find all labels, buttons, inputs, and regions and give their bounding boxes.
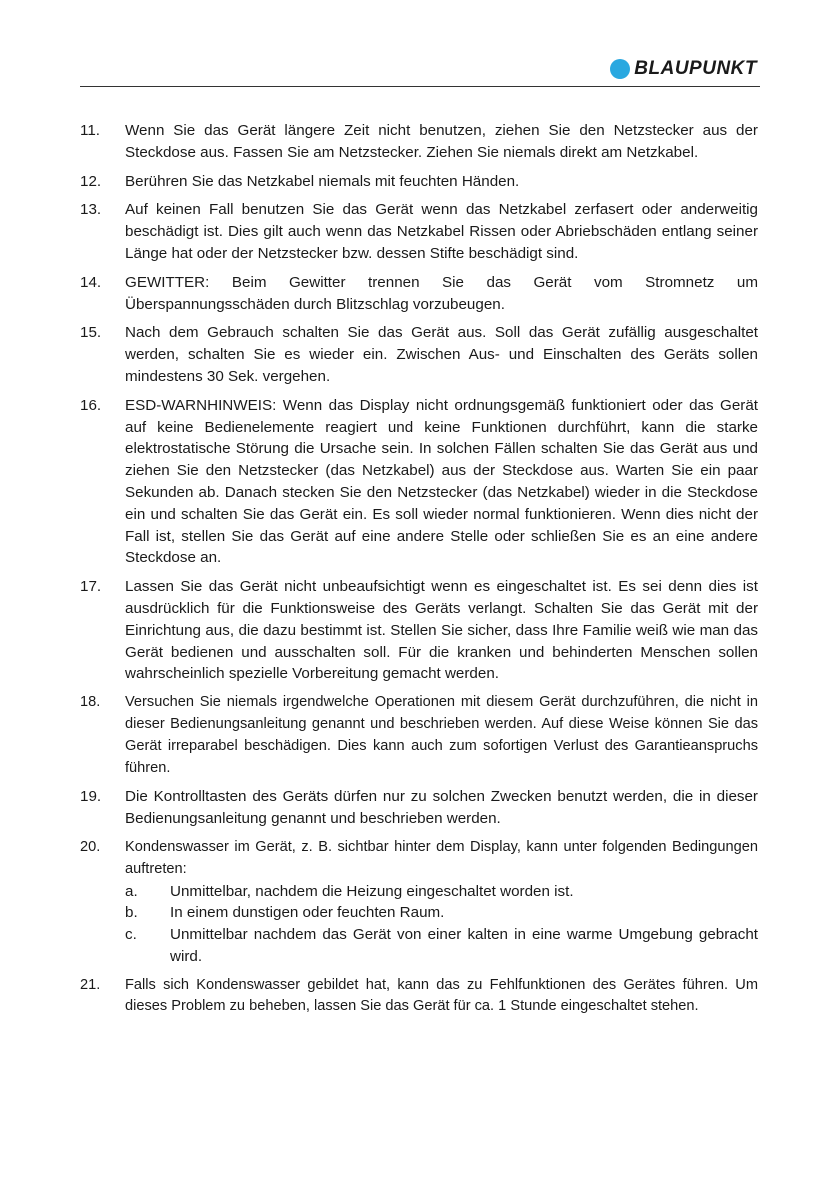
- list-item: [80, 837, 758, 968]
- item-text: GEWITTER: Beim Gewitter trennen Sie das Gerät vom Stromnetz um Überspannungsschäden durch Blitzschlag vorzubeugen.: [125, 273, 758, 313]
- list-item: [80, 975, 758, 1019]
- item-number: 12.: [80, 172, 102, 190]
- brand-logo: [610, 58, 757, 80]
- item-text: Versuchen Sie niemals irgendwelche Operationen mit diesem Gerät durchzuführen, die nicht in dieser Bedienungsanleitung genannt und beschrieben werden. Auf diese Weise können Sie das Gerät irreparabel beschädigen. Dies kann auch zum sofortigen Verlust des Garantieanspruchs führen.: [125, 694, 758, 776]
- item-number: 21.: [80, 976, 101, 993]
- item-text: Nach dem Gebrauch schalten Sie das Gerät aus. Soll das Gerät zufällig ausgeschaltet werden, schalten Sie es wieder ein. Zwischen Aus- und Einschalten des Geräts sollen mindestens 30 Sek. vergehen.: [125, 324, 758, 385]
- item-text: Die Kontrolltasten des Geräts dürfen nur zu solchen Zwecken benutzt werden, die in dieser Bedienungsanleitung genannt und beschrieben werden.: [125, 788, 758, 828]
- list-item: [80, 692, 758, 779]
- item-text: ESD-WARNHINWEIS: Wenn das Display nicht ordnungsgemäß funktioniert oder das Gerät auf keine Bedienelemente reagiert und keine Funktionen durchführt, kann die starke elektrostatische Störung die Ursache sein. In solchen Fällen schalten Sie das Gerät aus und ziehen Sie den Netzstecker (das Netzkabel) aus der Steckdose aus. Warten Sie ein paar Sekunden ab. Danach stecken Sie den Netzstecker (das Netzkabel) wieder in die Steckdose ein und schalten Sie das Gerät ein. Es soll wieder normal funktionieren. Wenn dies nicht der Fall ist, stellen Sie das Gerät auf eine andere Stelle oder schließen Sie es an eine andere Steckdose an.: [125, 396, 758, 567]
- sub-list-item: [125, 902, 758, 924]
- list-item: [80, 322, 758, 387]
- list-item: [80, 395, 758, 569]
- item-text: Kondenswasser im Gerät, z. B. sichtbar hinter dem Display, kann unter folgenden Bedingungen auftreten:: [125, 838, 758, 877]
- item-number: 20.: [80, 838, 101, 855]
- sub-item-label: b.: [125, 904, 138, 922]
- sub-item-label: a.: [125, 882, 138, 900]
- sub-item-label: c.: [125, 926, 137, 944]
- list-item: [80, 272, 758, 316]
- sub-list-item: [125, 881, 758, 903]
- list-item: [80, 171, 758, 193]
- sub-list-item: [125, 924, 758, 968]
- item-number: 11.: [80, 122, 100, 139]
- item-text: Lassen Sie das Gerät nicht unbeaufsichtigt wenn es eingeschaltet ist. Es sei denn dies ist ausdrücklich für die Funktionsweise des Geräts verlangt. Schalten Sie das Gerät mit der Einrichtung aus, die dazu bestimmt ist. Stellen Sie sicher, dass Ihre Familie weiß wie man das Gerät bedienen und ausschalten soll. Für die kranken und behinderten Menschen sollen wahrscheinlich spezielle Vorbereitung gemacht werden.: [125, 578, 758, 683]
- item-number: 14.: [80, 273, 102, 291]
- list-item: [80, 199, 758, 264]
- item-text: Berühren Sie das Netzkabel niemals mit feuchten Händen.: [125, 172, 520, 190]
- item-text: Wenn Sie das Gerät längere Zeit nicht benutzen, ziehen Sie den Netzstecker aus der Steckdose aus. Fassen Sie am Netzstecker. Ziehen Sie niemals direkt am Netzkabel.: [125, 122, 758, 161]
- item-number: 16.: [80, 396, 102, 414]
- header-divider: [80, 86, 760, 87]
- item-number: 17.: [80, 578, 102, 596]
- list-item: [80, 786, 758, 830]
- instructions-list: [80, 120, 758, 1025]
- sub-list: [125, 881, 758, 968]
- sub-item-text: Unmittelbar nachdem das Gerät von einer kalten in eine warme Umgebung gebracht wird.: [170, 926, 758, 965]
- item-text: Auf keinen Fall benutzen Sie das Gerät wenn das Netzkabel zerfasert oder anderweitig beschädigt ist. Dies gilt auch wenn das Netzkabel Rissen oder Abriebschäden entlang seiner Länge hat oder der Netzstecker bzw. dessen Stifte beschädigt sind.: [125, 201, 758, 262]
- list-item: [80, 576, 758, 685]
- page-header: [80, 52, 760, 86]
- item-number: 13.: [80, 201, 102, 219]
- brand-name: BLAUPUNKT: [634, 58, 757, 79]
- item-number: 19.: [80, 788, 102, 806]
- item-text: Falls sich Kondenswasser gebildet hat, kann das zu Fehlfunktionen des Gerätes führen. Um dieses Problem zu beheben, lassen Sie das Gerät für ca. 1 Stunde eingeschaltet stehen.: [125, 976, 758, 1015]
- item-number: 15.: [80, 324, 102, 342]
- list-item: [80, 120, 758, 164]
- item-number: 18.: [80, 694, 101, 711]
- sub-item-text: Unmittelbar, nachdem die Heizung eingeschaltet worden ist.: [170, 882, 574, 900]
- sub-item-text: In einem dunstigen oder feuchten Raum.: [170, 904, 445, 922]
- logo-dot-icon: [610, 59, 630, 79]
